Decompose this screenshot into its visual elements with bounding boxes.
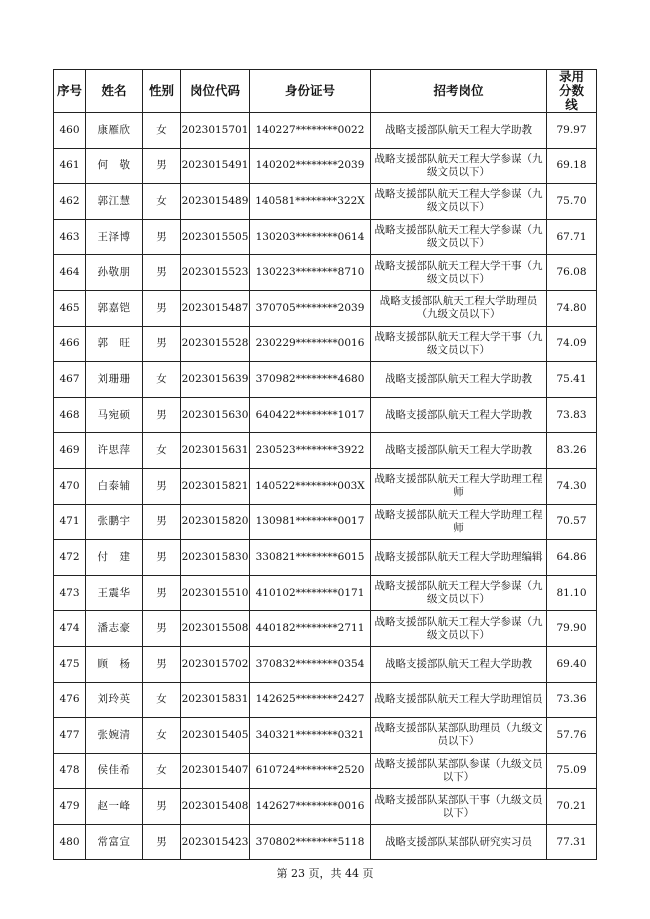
cell-name: 赵一峰: [86, 789, 143, 825]
table-row: [54, 789, 597, 825]
cell-position-code: 2023015523: [181, 255, 250, 291]
cell-position: 战略支援部队航天工程大学助理工程师: [371, 468, 547, 504]
cell-no: 472: [54, 540, 86, 576]
cell-id-number: 330821********6015: [250, 540, 371, 576]
cell-position-code: 2023015528: [181, 326, 250, 362]
cell-position-code: 2023015510: [181, 575, 250, 611]
cell-position-code: 2023015407: [181, 753, 250, 789]
cell-id-number: 340321********0321: [250, 718, 371, 754]
cell-no: 461: [54, 148, 86, 184]
table-row: [54, 113, 597, 149]
cell-score: 73.83: [547, 397, 597, 433]
cell-position-code: 2023015408: [181, 789, 250, 825]
cell-no: 475: [54, 646, 86, 682]
cell-name: 侯佳希: [86, 753, 143, 789]
table-row: [54, 824, 597, 860]
cell-position: 战略支援部队航天工程大学助教: [371, 433, 547, 469]
cell-no: 462: [54, 184, 86, 220]
table-row: [54, 468, 597, 504]
cell-id-number: 230523********3922: [250, 433, 371, 469]
cell-gender: 男: [143, 540, 181, 576]
cell-position: 战略支援部队航天工程大学助理编辑: [371, 540, 547, 576]
admission-score-table: [53, 69, 597, 860]
cell-position-code: 2023015830: [181, 540, 250, 576]
cell-name: 何 敬: [86, 148, 143, 184]
cell-no: 460: [54, 113, 86, 149]
table-row: [54, 718, 597, 754]
cell-id-number: 370705********2039: [250, 290, 371, 326]
page-footer: 第 23 页，共 44 页: [276, 867, 374, 880]
header-gender: 性别: [143, 70, 181, 113]
cell-position-code: 2023015639: [181, 362, 250, 398]
cell-score: 75.70: [547, 184, 597, 220]
cell-score: 79.97: [547, 113, 597, 149]
cell-score: 81.10: [547, 575, 597, 611]
cell-score: 70.57: [547, 504, 597, 540]
cell-score: 64.86: [547, 540, 597, 576]
cell-score: 74.80: [547, 290, 597, 326]
cell-id-number: 142625********2427: [250, 682, 371, 718]
cell-name: 郭 旺: [86, 326, 143, 362]
cell-name: 付 建: [86, 540, 143, 576]
header-id-number: 身份证号: [250, 70, 371, 113]
cell-position-code: 2023015505: [181, 219, 250, 255]
cell-position: 战略支援部队航天工程大学参谋（九级文员以下）: [371, 184, 547, 220]
cell-no: 463: [54, 219, 86, 255]
cell-name: 常富宣: [86, 824, 143, 860]
cell-id-number: 142627********0016: [250, 789, 371, 825]
cell-gender: 男: [143, 148, 181, 184]
table-row: [54, 148, 597, 184]
cell-no: 466: [54, 326, 86, 362]
cell-gender: 女: [143, 433, 181, 469]
cell-position: 战略支援部队航天工程大学助理工程师: [371, 504, 547, 540]
cell-gender: 男: [143, 575, 181, 611]
cell-score: 83.26: [547, 433, 597, 469]
cell-gender: 女: [143, 718, 181, 754]
cell-position-code: 2023015423: [181, 824, 250, 860]
table-row: [54, 646, 597, 682]
table-row: [54, 255, 597, 291]
table-row: [54, 575, 597, 611]
cell-position: 战略支援部队航天工程大学干事（九级文员以下）: [371, 326, 547, 362]
cell-name: 潘志豪: [86, 611, 143, 647]
cell-id-number: 370832********0354: [250, 646, 371, 682]
cell-position-code: 2023015491: [181, 148, 250, 184]
cell-position-code: 2023015630: [181, 397, 250, 433]
cell-no: 470: [54, 468, 86, 504]
cell-name: 王震华: [86, 575, 143, 611]
cell-no: 479: [54, 789, 86, 825]
header-name: 姓名: [86, 70, 143, 113]
cell-position-code: 2023015489: [181, 184, 250, 220]
cell-id-number: 130981********0017: [250, 504, 371, 540]
cell-no: 465: [54, 290, 86, 326]
cell-no: 471: [54, 504, 86, 540]
cell-position-code: 2023015631: [181, 433, 250, 469]
table-row: [54, 326, 597, 362]
cell-position-code: 2023015487: [181, 290, 250, 326]
cell-no: 469: [54, 433, 86, 469]
cell-name: 白泰辅: [86, 468, 143, 504]
cell-position: 战略支援部队某部队助理员（九级文员以下）: [371, 718, 547, 754]
cell-position-code: 2023015821: [181, 468, 250, 504]
cell-score: 74.30: [547, 468, 597, 504]
cell-name: 刘珊珊: [86, 362, 143, 398]
cell-position: 战略支援部队航天工程大学参谋（九级文员以下）: [371, 219, 547, 255]
cell-id-number: 140202********2039: [250, 148, 371, 184]
cell-score: 73.36: [547, 682, 597, 718]
cell-position: 战略支援部队航天工程大学助教: [371, 362, 547, 398]
header-position-code: 岗位代码: [181, 70, 250, 113]
cell-gender: 男: [143, 255, 181, 291]
cell-position: 战略支援部队航天工程大学参谋（九级文员以下）: [371, 575, 547, 611]
cell-no: 467: [54, 362, 86, 398]
table-row: [54, 504, 597, 540]
cell-gender: 女: [143, 184, 181, 220]
cell-name: 张婉清: [86, 718, 143, 754]
cell-position-code: 2023015820: [181, 504, 250, 540]
cell-position: 战略支援部队某部队研究实习员: [371, 824, 547, 860]
table-header-row: [54, 70, 597, 113]
cell-score: 79.90: [547, 611, 597, 647]
cell-id-number: 410102********0171: [250, 575, 371, 611]
cell-name: 王泽博: [86, 219, 143, 255]
cell-position: 战略支援部队航天工程大学参谋（九级文员以下）: [371, 148, 547, 184]
cell-name: 孙敬朋: [86, 255, 143, 291]
cell-position-code: 2023015701: [181, 113, 250, 149]
cell-gender: 女: [143, 362, 181, 398]
cell-id-number: 370982********4680: [250, 362, 371, 398]
cell-score: 67.71: [547, 219, 597, 255]
cell-name: 许思萍: [86, 433, 143, 469]
cell-position-code: 2023015508: [181, 611, 250, 647]
cell-score: 69.18: [547, 148, 597, 184]
cell-score: 77.31: [547, 824, 597, 860]
cell-name: 张鹏宇: [86, 504, 143, 540]
cell-no: 476: [54, 682, 86, 718]
cell-name: 马宛硕: [86, 397, 143, 433]
cell-id-number: 130223********8710: [250, 255, 371, 291]
table-row: [54, 611, 597, 647]
cell-name: 刘玲英: [86, 682, 143, 718]
cell-id-number: 130203********0614: [250, 219, 371, 255]
cell-position-code: 2023015702: [181, 646, 250, 682]
cell-name: 郭江慧: [86, 184, 143, 220]
cell-no: 478: [54, 753, 86, 789]
header-no: 序号: [54, 70, 86, 113]
cell-gender: 男: [143, 789, 181, 825]
cell-gender: 女: [143, 682, 181, 718]
cell-position: 战略支援部队某部队参谋（九级文员以下）: [371, 753, 547, 789]
cell-no: 474: [54, 611, 86, 647]
header-position: 招考岗位: [371, 70, 547, 113]
cell-id-number: 140522********003X: [250, 468, 371, 504]
table-row: [54, 362, 597, 398]
cell-position: 战略支援部队航天工程大学参谋（九级文员以下）: [371, 611, 547, 647]
cell-no: 477: [54, 718, 86, 754]
cell-id-number: 640422********1017: [250, 397, 371, 433]
cell-score: 75.09: [547, 753, 597, 789]
cell-id-number: 140581********322X: [250, 184, 371, 220]
cell-gender: 男: [143, 611, 181, 647]
cell-name: 郭嘉铠: [86, 290, 143, 326]
table-row: [54, 682, 597, 718]
cell-gender: 男: [143, 397, 181, 433]
cell-gender: 女: [143, 113, 181, 149]
cell-position: 战略支援部队航天工程大学干事（九级文员以下）: [371, 255, 547, 291]
table-row: [54, 290, 597, 326]
cell-gender: 男: [143, 219, 181, 255]
table-row: [54, 184, 597, 220]
cell-name: 康雁欣: [86, 113, 143, 149]
cell-position: 战略支援部队某部队干事（九级文员以下）: [371, 789, 547, 825]
cell-id-number: 230229********0016: [250, 326, 371, 362]
cell-id-number: 610724********2520: [250, 753, 371, 789]
cell-score: 75.41: [547, 362, 597, 398]
table-row: [54, 753, 597, 789]
cell-no: 480: [54, 824, 86, 860]
cell-id-number: 140227********0022: [250, 113, 371, 149]
cell-score: 74.09: [547, 326, 597, 362]
cell-gender: 女: [143, 753, 181, 789]
cell-name: 顾 杨: [86, 646, 143, 682]
cell-position: 战略支援部队航天工程大学助理员（九级文员以下）: [371, 290, 547, 326]
cell-position: 战略支援部队航天工程大学助教: [371, 397, 547, 433]
cell-gender: 男: [143, 824, 181, 860]
table-row: [54, 219, 597, 255]
cell-position: 战略支援部队航天工程大学助理馆员: [371, 682, 547, 718]
cell-position-code: 2023015831: [181, 682, 250, 718]
cell-id-number: 370802********5118: [250, 824, 371, 860]
cell-id-number: 440182********2711: [250, 611, 371, 647]
cell-gender: 男: [143, 468, 181, 504]
cell-position: 战略支援部队航天工程大学助教: [371, 113, 547, 149]
cell-score: 57.76: [547, 718, 597, 754]
header-score: 录用分数线: [547, 70, 597, 113]
table-row: [54, 397, 597, 433]
table-row: [54, 433, 597, 469]
cell-gender: 男: [143, 504, 181, 540]
cell-gender: 男: [143, 326, 181, 362]
cell-position-code: 2023015405: [181, 718, 250, 754]
cell-gender: 男: [143, 290, 181, 326]
cell-score: 70.21: [547, 789, 597, 825]
cell-gender: 男: [143, 646, 181, 682]
cell-no: 464: [54, 255, 86, 291]
cell-no: 473: [54, 575, 86, 611]
cell-score: 69.40: [547, 646, 597, 682]
table-row: [54, 540, 597, 576]
cell-score: 76.08: [547, 255, 597, 291]
cell-no: 468: [54, 397, 86, 433]
cell-position: 战略支援部队航天工程大学助教: [371, 646, 547, 682]
